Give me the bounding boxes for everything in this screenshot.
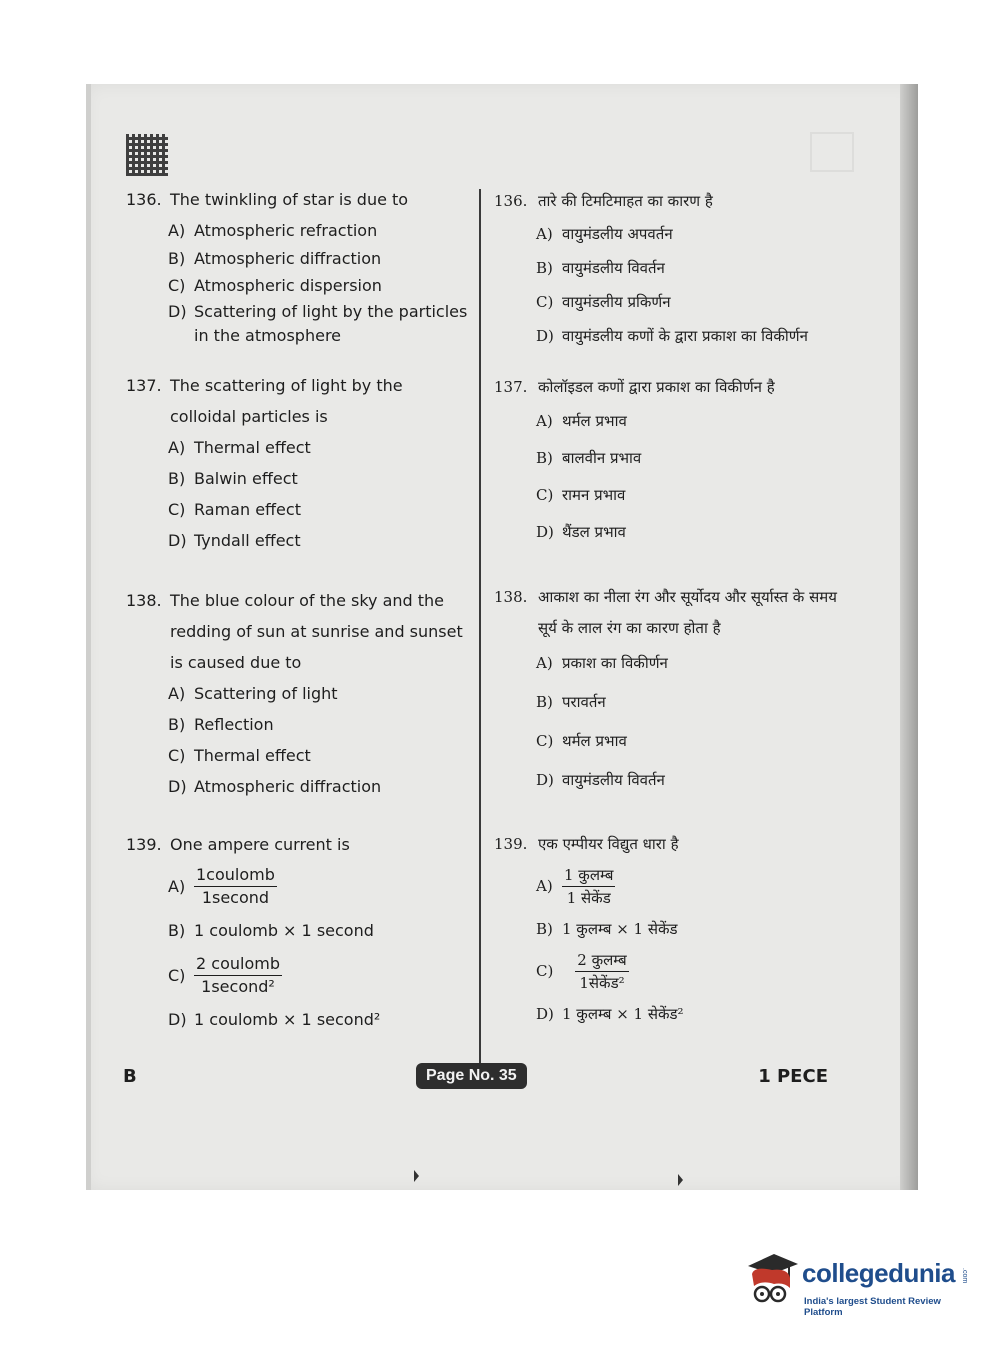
option-text: Atmospheric diffraction: [194, 777, 382, 796]
question-number: 136.: [126, 190, 162, 209]
paper-code: 1 PECE: [758, 1066, 828, 1087]
option-text: थर्मल प्रभाव: [562, 732, 627, 750]
question-text: कोलॉइडल कणों द्वारा प्रकाश का विकीर्णन है: [538, 378, 775, 396]
option-label: C): [536, 732, 554, 750]
option-label: D): [168, 531, 187, 550]
fraction-numerator: 2 coulomb: [194, 953, 282, 976]
fraction-denominator: 1second: [201, 888, 270, 907]
question-136-hi: [494, 186, 854, 353]
question-number: 138.: [494, 588, 528, 606]
option-label: C): [536, 293, 554, 311]
fraction-denominator: 1second²: [201, 977, 275, 996]
fraction: [194, 953, 282, 998]
option-label: D): [168, 1010, 187, 1029]
option-label: D): [536, 771, 554, 789]
option-label: D): [536, 1005, 554, 1023]
question-text: एक एम्पीयर विद्युत धारा है: [538, 835, 679, 853]
question-text: The blue colour of the sky and the redding of sun at sunrise and sunset is caused due to: [170, 591, 463, 672]
fraction-denominator: 1सेकेंड²: [579, 974, 625, 992]
option-text: रामन प्रभाव: [562, 486, 626, 504]
option-label: A): [536, 225, 553, 243]
option-label: C): [168, 965, 186, 985]
question-137-hi: [494, 372, 854, 551]
fraction-numerator: 1coulomb: [194, 864, 277, 887]
option-text: वायुमंडलीय विवर्तन: [562, 259, 665, 277]
qr-code-icon: [126, 134, 168, 176]
option-text: Tyndall effect: [194, 531, 301, 550]
question-139-hi: [494, 829, 854, 1030]
option-text: प्रकाश का विकीर्णन: [562, 654, 668, 672]
scan-mark-icon: [678, 1174, 683, 1186]
option-text: वायुमंडलीय कणों के द्वारा प्रकाश का विकीर्णन: [562, 327, 808, 345]
scan-mark-icon: [414, 1170, 419, 1182]
option-label: A): [168, 876, 186, 896]
option-label: C): [536, 486, 554, 504]
option-text: Balwin effect: [194, 469, 298, 488]
option-text: 1 कुलम्ब × 1 सेकेंड²: [562, 1005, 684, 1023]
option-text: Thermal effect: [194, 746, 311, 765]
fraction-numerator: 1 कुलम्ब: [562, 864, 615, 887]
option-text: परावर्तन: [562, 693, 606, 711]
column-divider: [479, 189, 481, 1089]
option-text: Raman effect: [194, 500, 301, 519]
question-number: 137.: [494, 378, 528, 396]
question-text: तारे की टिमटिमाहत का कारण है: [538, 192, 713, 210]
page-right-edge: [900, 84, 918, 1190]
option-label: B): [536, 920, 553, 938]
question-number: 137.: [126, 376, 162, 395]
question-138-hi: [494, 582, 854, 800]
option-text: थैंडल प्रभाव: [562, 523, 626, 541]
option-label: A): [536, 877, 553, 895]
option-label: D): [168, 301, 187, 321]
option-label: B): [168, 715, 186, 734]
collegedunia-logo: [744, 1248, 974, 1318]
question-text: The scattering of light by the colloidal particles is: [170, 376, 403, 426]
option-label: B): [536, 449, 553, 467]
option-label: A): [536, 412, 553, 430]
booklet-series: B: [123, 1066, 137, 1087]
question-136-en: [126, 184, 471, 348]
question-139-en: [126, 829, 471, 1038]
option-label: C): [168, 500, 186, 519]
option-text: 1 coulomb × 1 second: [194, 921, 374, 940]
option-label: B): [168, 248, 186, 268]
option-text: Atmospheric diffraction: [194, 248, 382, 268]
option-label: A): [168, 684, 186, 703]
option-text: Reflection: [194, 715, 274, 734]
option-label: D): [536, 327, 554, 345]
option-label: C): [536, 962, 554, 980]
option-text: बालवीन प्रभाव: [562, 449, 642, 467]
option-text: 1 कुलम्ब × 1 सेकेंड: [562, 920, 678, 938]
logo-tagline: India's largest Student Review Platform: [804, 1296, 941, 1318]
question-number: 138.: [126, 591, 162, 610]
option-text: थर्मल प्रभाव: [562, 412, 627, 430]
logo-domain: .com: [961, 1268, 968, 1284]
scanned-page: [86, 84, 918, 1190]
fraction-denominator: 1 सेकेंड: [566, 889, 611, 907]
logo-name: collegedunia: [802, 1258, 955, 1288]
option-text: Thermal effect: [194, 438, 311, 457]
question-137-en: [126, 370, 471, 556]
question-number: 139.: [126, 835, 162, 854]
fraction: [194, 864, 277, 909]
option-text: वायुमंडलीय विवर्तन: [562, 771, 665, 789]
question-text: The twinkling of star is due to: [170, 190, 409, 209]
option-label: A): [168, 438, 186, 457]
option-label: A): [168, 221, 186, 240]
question-number: 136.: [494, 192, 528, 210]
option-label: D): [536, 523, 554, 541]
option-label: B): [168, 469, 186, 488]
option-label: B): [168, 921, 186, 940]
option-text: वायुमंडलीय अपवर्तन: [562, 225, 673, 243]
fraction-numerator: 2 कुलम्ब: [575, 949, 628, 972]
fraction: [562, 949, 642, 994]
page-number-badge: Page No. 35: [416, 1063, 527, 1089]
student-mascot-icon: [744, 1252, 798, 1310]
question-text: One ampere current is: [170, 835, 350, 854]
option-label: A): [536, 654, 553, 672]
page-left-edge: [86, 84, 91, 1190]
question-number: 139.: [494, 835, 528, 853]
option-text: Scattering of light by the particles in the atmosphere: [194, 301, 468, 345]
option-text: Scattering of light: [194, 684, 338, 703]
question-text: आकाश का नीला रंग और सूर्योदय और सूर्यास्त के समय सूर्य के लाल रंग का कारण होता है: [538, 588, 837, 637]
option-label: C): [168, 746, 186, 765]
option-text: Atmospheric dispersion: [194, 276, 382, 295]
option-text: वायुमंडलीय प्रकिर्णन: [562, 293, 671, 311]
option-text: Atmospheric refraction: [194, 221, 378, 240]
option-label: B): [536, 259, 553, 277]
option-label: B): [536, 693, 553, 711]
bleed-through-qr-icon: [810, 132, 854, 172]
question-138-en: [126, 585, 471, 802]
fraction: [562, 864, 615, 909]
option-label: D): [168, 777, 187, 796]
option-text: 1 coulomb × 1 second²: [194, 1010, 381, 1029]
option-label: C): [168, 276, 186, 295]
